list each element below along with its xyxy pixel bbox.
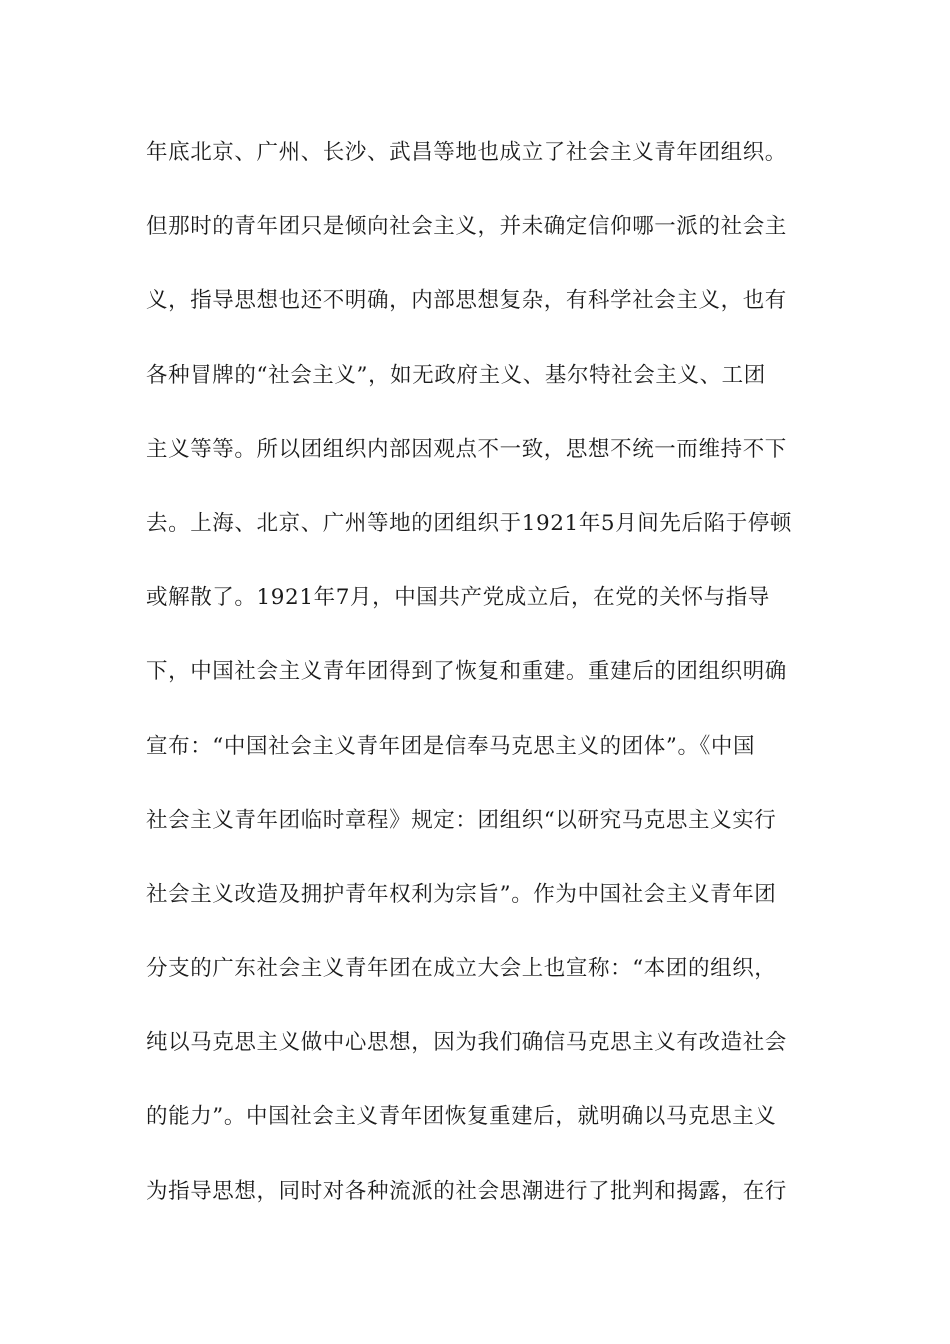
body-text xyxy=(146,128,806,1241)
text-line: 分支的广东社会主义青年团在成立大会上也宣称：“本团的组织， xyxy=(146,956,777,982)
text-line: 义，指导思想也还不明确，内部思想复杂，有科学社会主义，也有 xyxy=(146,288,787,314)
text-line: 下，中国社会主义青年团得到了恢复和重建。重建后的团组织明确 xyxy=(146,659,787,685)
text-line: 主义等等。所以团组织内部因观点不一致，思想不统一而维持不下 xyxy=(146,436,787,462)
text-line: 社会主义改造及拥护青年权利为宗旨”。作为中国社会主义青年团 xyxy=(146,881,777,907)
text-line: 社会主义青年团临时章程》规定：团组织“以研究马克思主义实行 xyxy=(146,807,777,833)
text-line: 但那时的青年团只是倾向社会主义，并未确定信仰哪一派的社会主 xyxy=(146,214,787,240)
text-line: 宣布：“中国社会主义青年团是信奉马克思主义的团体”。《中国 xyxy=(146,733,756,759)
text-line: 或解散了。1921年7月，中国共产党成立后，在党的关怀与指导 xyxy=(146,585,770,611)
text-line: 各种冒牌的“社会主义”，如无政府主义、基尔特社会主义、工团 xyxy=(146,362,766,388)
text-line: 去。上海、北京、广州等地的团组织于1921年5月间先后陷于停顿 xyxy=(146,510,792,536)
text-line: 为指导思想，同时对各种流派的社会思潮进行了批判和揭露，在行 xyxy=(146,1178,787,1204)
text-line: 的能力”。中国社会主义青年团恢复重建后，就明确以马克思主义 xyxy=(146,1104,777,1130)
text-line: 年底北京、广州、长沙、武昌等地也成立了社会主义青年团组织。 xyxy=(146,140,787,165)
text-line: 纯以马克思主义做中心思想，因为我们确信马克思主义有改造社会 xyxy=(146,1030,787,1056)
